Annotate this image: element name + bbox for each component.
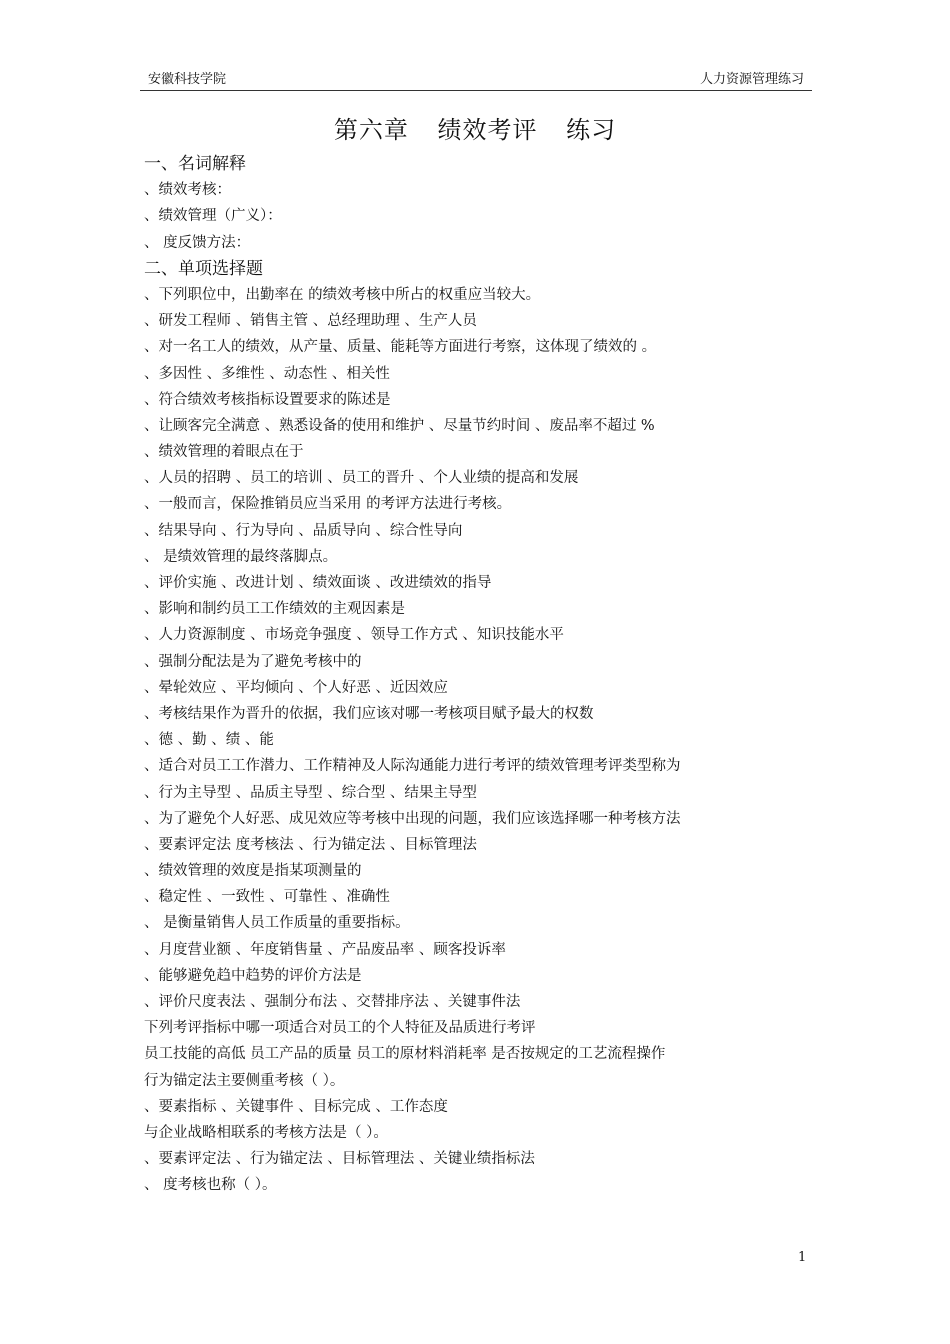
question-line: 、适合对员工工作潜力、工作精神及人际沟通能力进行考评的绩效管理考评类型称为: [144, 758, 681, 775]
question-line: 、下列职位中，出勤率在 的绩效考核中所占的权重应当较大。: [144, 286, 541, 303]
title-chapter: 第六章: [333, 116, 409, 144]
header-course: 人力资源管理练习: [699, 72, 804, 87]
question-line: 员工技能的高低 员工产品的质量 员工的原材料消耗率 是否按规定的工艺流程操作: [144, 1046, 666, 1063]
title-kind: 练习: [566, 116, 617, 144]
page-title: [0, 110, 950, 145]
question-line: 与企业战略相联系的考核方法是（ ）。: [144, 1124, 388, 1141]
question-line: 、绩效管理的效度是指某项测量的: [144, 863, 362, 880]
page-number: 1: [798, 1250, 807, 1265]
question-line: 行为锚定法主要侧重考核（ ）。: [144, 1072, 345, 1089]
question-line: 、晕轮效应 、平均倾向 、个人好恶 、近因效应: [144, 679, 448, 696]
section-heading: 二、单项选择题: [144, 258, 263, 279]
header-institution: 安徽科技学院: [148, 72, 227, 87]
question-line: 、结果导向 、行为导向 、品质导向 、综合性导向: [144, 522, 463, 539]
question-line: 、评价实施 、改进计划 、绩效面谈 、改进绩效的指导: [144, 575, 492, 591]
question-line: 、 度反馈方法：: [144, 234, 251, 251]
question-line: 、人员的招聘 、员工的培训 、员工的晋升 、个人业绩的提高和发展: [144, 470, 579, 487]
question-line: 、人力资源制度 、市场竞争强度 、领导工作方式 、知识技能水平: [144, 627, 564, 644]
question-line: 、 是衡量销售人员工作质量的重要指标。: [144, 915, 410, 932]
question-line: 、考核结果作为晋升的依据，我们应该对哪一考核项目赋予最大的权数: [144, 705, 594, 722]
question-line: 、一般而言，保险推销员应当采用 的考评方法进行考核。: [144, 496, 512, 513]
document-body: [144, 151, 824, 1199]
question-line: 、稳定性 、一致性 、可靠性 、准确性: [144, 889, 390, 906]
question-line: 、月度营业额 、年度销售量 、产品废品率 、顾客投诉率: [144, 941, 506, 958]
question-line: 下列考评指标中哪一项适合对员工的个人特征及品质进行考评: [144, 1020, 536, 1037]
question-line: 、绩效管理的着眼点在于: [144, 444, 304, 461]
question-line: 、绩效考核：: [144, 182, 231, 199]
question-line: 、研发工程师 、销售主管 、总经理助理 、生产人员: [144, 313, 477, 330]
question-line: 、 是绩效管理的最终落脚点。: [144, 548, 338, 565]
question-line: 、能够避免趋中趋势的评价方法是: [144, 967, 362, 984]
question-line: 、让顾客完全满意 、熟悉设备的使用和维护 、尽量节约时间 、废品率不超过 %: [144, 417, 655, 434]
question-line: 、为了避免个人好恶、成见效应等考核中出现的问题，我们应该选择哪一种考核方法: [144, 810, 681, 827]
title-topic: 绩效考评: [437, 116, 538, 144]
page-header: [140, 70, 812, 91]
question-line: 、多因性 、多维性 、动态性 、相关性: [144, 365, 390, 382]
question-line: 、影响和制约员工工作绩效的主观因素是: [144, 601, 405, 618]
question-line: 、要素评定法 、行为锚定法 、目标管理法 、关键业绩指标法: [144, 1151, 535, 1168]
question-line: 、德 、勤 、绩 、能: [144, 732, 274, 749]
question-line: 、 度考核也称（ ）。: [144, 1177, 277, 1194]
question-line: 、对一名工人的绩效，从产量、质量、能耗等方面进行考察，这体现了绩效的 。: [144, 339, 657, 356]
question-line: 、要素指标 、关键事件 、目标完成 、工作态度: [144, 1098, 448, 1115]
question-line: 、评价尺度表法 、强制分布法 、交替排序法 、关键事件法: [144, 994, 521, 1010]
question-line: 、符合绩效考核指标设置要求的陈述是: [144, 391, 391, 408]
question-line: 、绩效管理（广义）：: [144, 208, 282, 225]
section-heading: 一、名词解释: [144, 154, 246, 174]
question-line: 、要素评定法 度考核法 、行为锚定法 、目标管理法: [144, 836, 477, 853]
question-line: 、强制分配法是为了避免考核中的: [144, 653, 362, 670]
question-line: 、行为主导型 、品质主导型 、综合型 、结果主导型: [144, 784, 477, 801]
